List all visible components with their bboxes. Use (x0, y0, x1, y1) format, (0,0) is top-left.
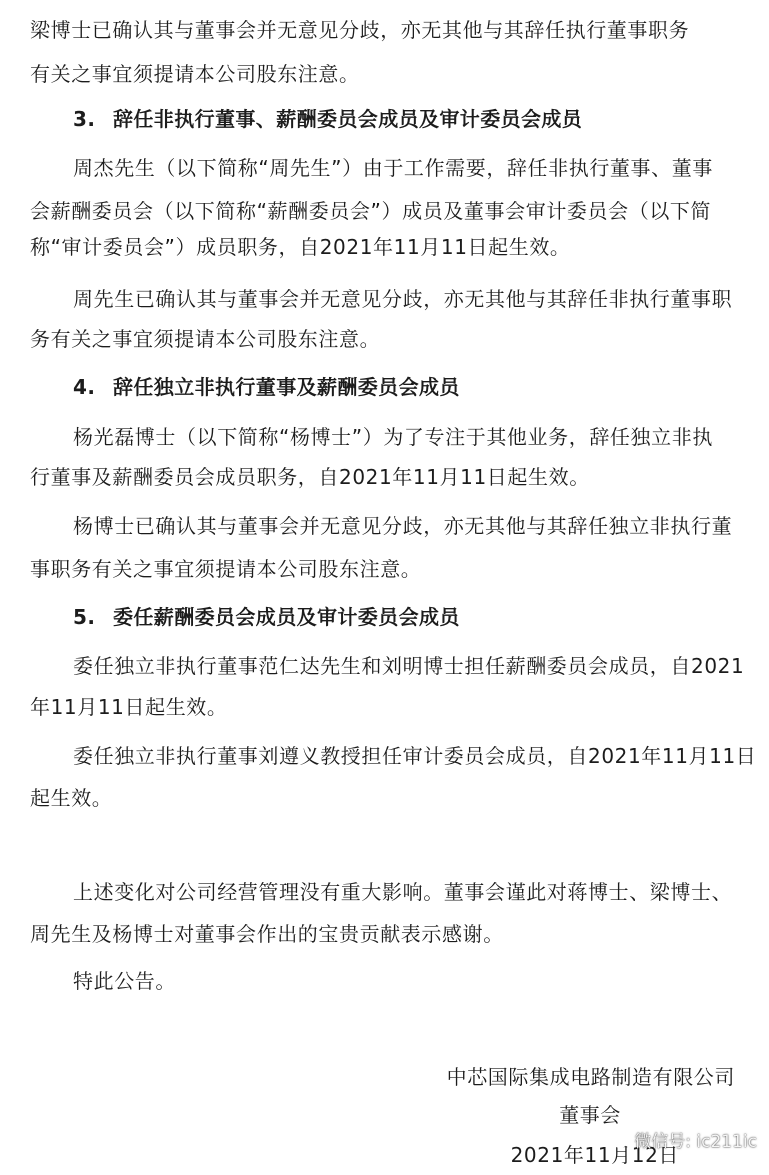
paragraph-line: 务有关之事宜须提请本公司股东注意。 (30, 327, 381, 351)
paragraph-line: 上述变化对公司经营管理没有重大影响。董事会谨此对蒋博士、梁博士、 (73, 880, 733, 904)
paragraph-line: 有关之事宜须提请本公司股东注意。 (30, 62, 360, 86)
paragraph-line: 杨博士已确认其与董事会并无意见分歧，亦无其他与其辞任独立非执行董 (73, 514, 733, 538)
signature-company: 中芯国际集成电路制造有限公司 (446, 1065, 735, 1089)
section-number: 5. (73, 605, 96, 629)
paragraph-line: 称“审计委员会”）成员职务，自2021年11月11日起生效。 (30, 235, 571, 259)
closing-notice: 特此公告。 (73, 969, 176, 993)
section-number: 4. (73, 375, 96, 399)
watermark (604, 1127, 757, 1152)
paragraph-line: 事职务有关之事宜须提请本公司股东注意。 (30, 557, 422, 581)
paragraph-line: 梁博士已确认其与董事会并无意见分歧，亦无其他与其辞任执行董事职务 (30, 18, 690, 42)
section-heading-3 (73, 105, 582, 133)
paragraph-line: 周先生及杨博士对董事会作出的宝贵贡献表示感谢。 (30, 922, 504, 946)
section-title: 辞任独立非执行董事及薪酬委员会成员 (113, 375, 460, 399)
section-title: 委任薪酬委员会成员及审计委员会成员 (113, 605, 460, 629)
watermark-text: 微信号: ic211ic (634, 1132, 757, 1152)
section-heading-4 (73, 373, 460, 401)
section-title: 辞任非执行董事、薪酬委员会成员及审计委员会成员 (113, 107, 583, 131)
paragraph-line: 起生效。 (30, 786, 113, 810)
paragraph-line: 周先生已确认其与董事会并无意见分歧，亦无其他与其辞任非执行董事职 (73, 287, 733, 311)
paragraph-line: 杨光磊博士（以下简称“杨博士”）为了专注于其他业务，辞任独立非执 (73, 425, 713, 449)
signature-board: 董事会 (559, 1103, 621, 1127)
paragraph-line: 委任独立非执行董事范仁达先生和刘明博士担任薪酬委员会成员，自2021 (73, 654, 745, 678)
section-number: 3. (73, 107, 96, 131)
paragraph-line: 委任独立非执行董事刘遵义教授担任审计委员会成员，自2021年11月11日 (73, 744, 757, 768)
paragraph-line: 年11月11日起生效。 (30, 695, 228, 719)
paragraph-line: 会薪酬委员会（以下简称“薪酬委员会”）成员及董事会审计委员会（以下简 (30, 199, 712, 223)
signature-date: 2021年11月12日 (510, 1143, 679, 1167)
wechat-icon (604, 1130, 628, 1150)
section-heading-5 (73, 603, 460, 631)
paragraph-line: 周杰先生（以下简称“周先生”）由于工作需要，辞任非执行董事、董事 (73, 156, 713, 180)
paragraph-line: 行董事及薪酬委员会成员职务，自2021年11月11日起生效。 (30, 465, 590, 489)
